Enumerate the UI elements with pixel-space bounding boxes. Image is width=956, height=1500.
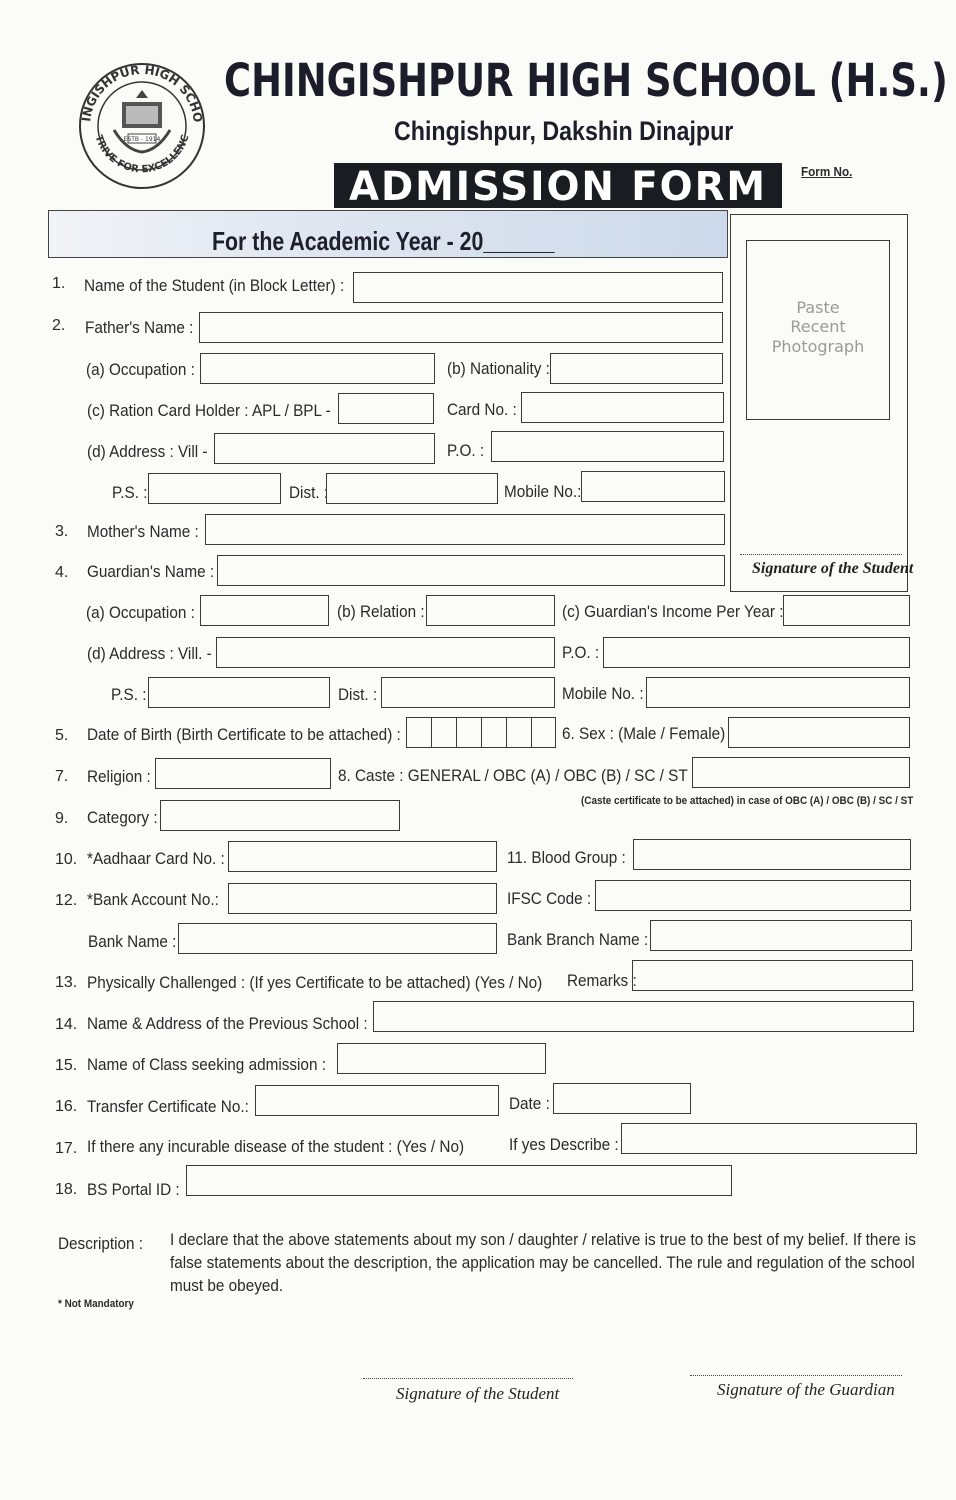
form-no-label: Form No.	[801, 164, 853, 179]
label-father-name: Father's Name :	[85, 318, 194, 337]
guardian-dist-field[interactable]	[381, 677, 555, 708]
photo-signature-label: Signature of the Student	[752, 560, 914, 577]
label-ifsc: IFSC Code :	[507, 889, 592, 908]
label-aadhaar: *Aadhaar Card No. :	[87, 849, 225, 868]
label-physically-challenged: Physically Challenged : (If yes Certificate to be attached) (Yes / No)	[87, 973, 543, 992]
label-remarks: Remarks :	[567, 971, 637, 990]
card-no-field[interactable]	[521, 392, 724, 423]
mother-name-field[interactable]	[205, 514, 725, 545]
ifsc-field[interactable]	[595, 880, 911, 911]
label-sex: 6. Sex : (Male / Female)	[562, 724, 726, 743]
label-caste: 8. Caste : GENERAL / OBC (A) / OBC (B) / SC / ST	[338, 766, 688, 785]
num-7: 7.	[55, 768, 69, 785]
form-title: ADMISSION FORM	[349, 164, 767, 210]
logo-estd: ESTB - 1914	[123, 136, 161, 143]
logo-ring-bottom: TRIVE FOR EXCELLENC	[92, 133, 192, 176]
guardian-signature-label: Signature of the Guardian	[717, 1380, 895, 1399]
tc-date-field[interactable]	[553, 1083, 691, 1114]
num-9: 9.	[55, 810, 69, 827]
dob-divider	[506, 717, 507, 748]
bank-branch-field[interactable]	[650, 920, 912, 951]
student-signature-label: Signature of the Student	[396, 1384, 560, 1403]
photo-text-3: Photograph	[771, 337, 865, 356]
label-father-ps: P.S. :	[112, 483, 148, 502]
guardian-relation-field[interactable]	[426, 595, 555, 626]
nationality-field[interactable]	[550, 353, 723, 384]
label-guardian-name: Guardian's Name :	[87, 562, 215, 581]
guardian-sign-line	[690, 1375, 902, 1376]
photo-text-1: Paste	[796, 298, 840, 317]
label-father-mobile: Mobile No.:	[504, 482, 582, 501]
guardian-village-field[interactable]	[216, 637, 555, 668]
caste-field[interactable]	[692, 757, 910, 788]
religion-field[interactable]	[155, 758, 331, 789]
num-4: 4.	[55, 564, 69, 581]
label-transfer-cert: Transfer Certificate No.:	[87, 1097, 249, 1116]
dob-divider	[456, 717, 457, 748]
label-guardian-occupation: (a) Occupation :	[86, 603, 195, 622]
remarks-field[interactable]	[632, 960, 913, 991]
num-10: 10.	[55, 851, 78, 868]
label-ration-card: (c) Ration Card Holder : APL / BPL -	[87, 401, 331, 420]
num-13: 13.	[55, 974, 78, 991]
father-name-field[interactable]	[199, 312, 723, 343]
num-18: 18.	[55, 1181, 78, 1198]
transfer-cert-field[interactable]	[255, 1085, 499, 1116]
student-sign-line	[363, 1378, 573, 1379]
photo-text-2: Recent	[790, 317, 846, 336]
father-dist-field[interactable]	[326, 473, 498, 504]
guardian-name-field[interactable]	[217, 555, 725, 586]
label-guardian-ps: P.S. :	[111, 685, 147, 704]
label-guardian-relation: (b) Relation :	[337, 602, 425, 621]
label-card-no: Card No. :	[447, 400, 517, 419]
guardian-po-field[interactable]	[603, 637, 910, 668]
sex-field[interactable]	[728, 717, 910, 748]
ration-card-field[interactable]	[338, 393, 434, 424]
label-guardian-po: P.O. :	[562, 643, 600, 662]
num-15: 15.	[55, 1057, 78, 1074]
aadhaar-field[interactable]	[228, 841, 497, 872]
label-guardian-income: (c) Guardian's Income Per Year :	[562, 602, 784, 621]
logo-ring-top: INGISHPUR HIGH SCHO	[79, 62, 206, 124]
bank-account-field[interactable]	[228, 883, 497, 914]
father-occupation-field[interactable]	[200, 353, 435, 384]
describe-field[interactable]	[621, 1123, 917, 1154]
label-previous-school: Name & Address of the Previous School :	[87, 1014, 368, 1033]
bank-name-field[interactable]	[178, 923, 497, 954]
label-nationality: (b) Nationality :	[447, 359, 550, 378]
label-bank-branch: Bank Branch Name :	[507, 930, 649, 949]
form-title-banner	[334, 163, 782, 208]
label-category: Category :	[87, 808, 158, 827]
label-bank-name: Bank Name :	[88, 932, 177, 951]
bs-portal-field[interactable]	[186, 1165, 732, 1196]
school-location: Chingishpur, Dakshin Dinajpur	[394, 116, 734, 146]
label-blood-group: 11. Blood Group :	[507, 848, 626, 867]
label-tc-date: Date :	[509, 1094, 550, 1113]
father-ps-field[interactable]	[148, 473, 281, 504]
num-5: 5.	[55, 727, 69, 744]
dob-divider	[481, 717, 482, 748]
label-class-seeking: Name of Class seeking admission :	[87, 1055, 326, 1074]
academic-year[interactable]: For the Academic Year - 20______	[212, 226, 555, 256]
category-field[interactable]	[160, 800, 400, 831]
num-2: 2.	[52, 317, 66, 334]
school-name: CHINGISHPUR HIGH SCHOOL (H.S.)	[224, 54, 948, 107]
num-1: 1.	[52, 275, 66, 292]
label-guardian-dist: Dist. :	[338, 685, 378, 704]
label-describe: If yes Describe :	[509, 1135, 619, 1154]
father-po-field[interactable]	[491, 431, 724, 462]
photo-sign-line	[740, 554, 902, 555]
dob-divider	[531, 717, 532, 748]
label-student-name: Name of the Student (in Block Letter) :	[84, 276, 345, 295]
guardian-income-field[interactable]	[783, 595, 910, 626]
num-17: 17.	[55, 1140, 78, 1157]
father-village-field[interactable]	[214, 433, 435, 464]
label-father-occupation: (a) Occupation :	[86, 360, 195, 379]
label-bank-account: *Bank Account No.:	[87, 890, 219, 909]
declaration-text: I declare that the above statements about my son / daughter / relative is true to the best of my belief. If there is false statements about the description, the application may be cancelled. The rule and regulation of the school must be obeyed.	[170, 1230, 916, 1295]
guardian-mobile-field[interactable]	[646, 677, 910, 708]
label-father-po: P.O. :	[447, 441, 485, 460]
label-guardian-mobile: Mobile No. :	[562, 684, 644, 703]
label-bs-portal: BS Portal ID :	[87, 1180, 180, 1199]
guardian-ps-field[interactable]	[148, 677, 330, 708]
previous-school-field[interactable]	[373, 1001, 914, 1032]
school-logo	[76, 60, 208, 192]
label-father-dist: Dist. :	[289, 483, 329, 502]
guardian-occupation-field[interactable]	[200, 595, 329, 626]
label-guardian-address: (d) Address : Vill. -	[87, 644, 212, 663]
student-name-field[interactable]	[353, 272, 723, 303]
dob-divider	[431, 717, 432, 748]
not-mandatory-note: * Not Mandatory	[58, 1298, 134, 1310]
num-12: 12.	[55, 892, 78, 909]
caste-note: (Caste certificate to be attached) in case of OBC (A) / OBC (B) / SC / ST	[581, 795, 914, 807]
class-seeking-field[interactable]	[337, 1043, 546, 1074]
num-16: 16.	[55, 1098, 78, 1115]
label-religion: Religion :	[87, 767, 151, 786]
father-mobile-field[interactable]	[581, 471, 725, 502]
num-14: 14.	[55, 1016, 78, 1033]
label-disease: If there any incurable disease of the student : (Yes / No)	[87, 1137, 465, 1156]
blood-group-field[interactable]	[633, 839, 911, 870]
description-label: Description :	[58, 1234, 144, 1253]
num-3: 3.	[55, 523, 69, 540]
label-father-address: (d) Address : Vill -	[87, 442, 208, 461]
label-dob: Date of Birth (Birth Certificate to be attached) :	[87, 725, 401, 744]
label-mother-name: Mother's Name :	[87, 522, 199, 541]
